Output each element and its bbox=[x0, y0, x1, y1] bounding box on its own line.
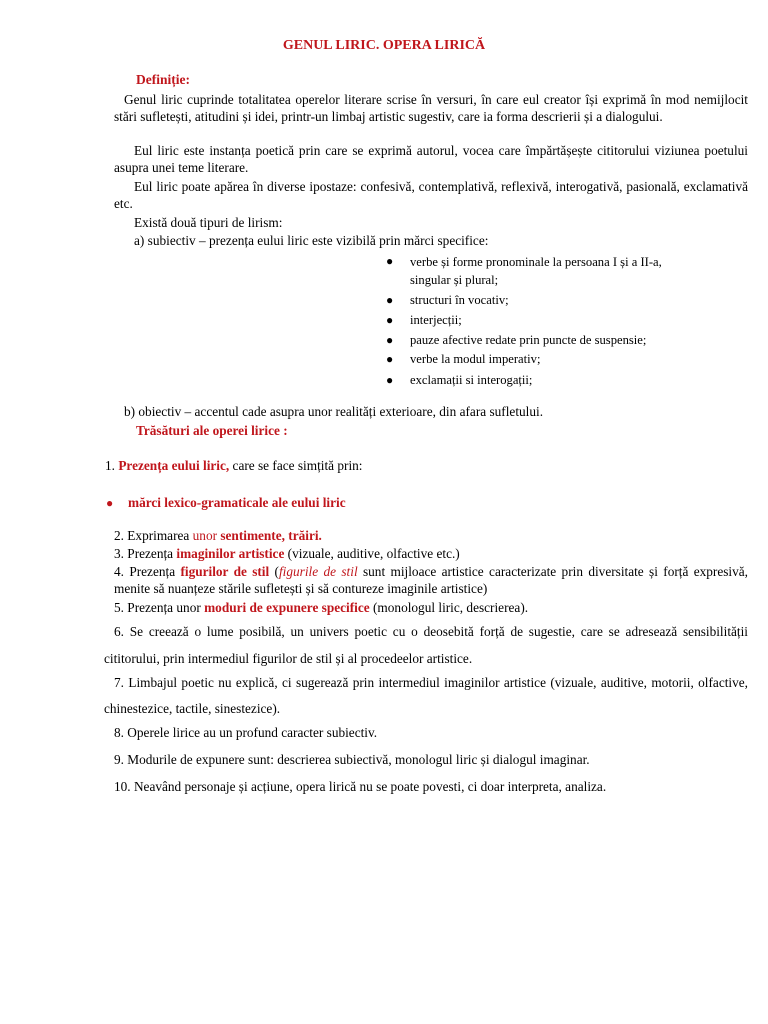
list-item: verbe la modul imperativ; bbox=[410, 352, 541, 366]
list-item-continuation: singular și plural; bbox=[410, 273, 499, 287]
ipostaze-text: Eul liric poate apărea în diverse ipostaze: confesivă, contemplativă, reflexivă, interogativă, pasională, exclamativă etc. bbox=[114, 179, 748, 211]
definition-text: Genul liric cuprinde totalitatea operelor literare scrise în versuri, în care eul creator își exprimă în mod nemijlocit stări sufletești, atitudini și idei, printr-un limbaj artistic sugestiv, care ia forma descrierii și a dialogului. bbox=[114, 92, 748, 124]
list-item: structuri în vocativ; bbox=[410, 293, 509, 307]
ipostaze-paragraph bbox=[114, 179, 748, 212]
item-text: sunt mijloace artistice caracterizate prin diversitate și forță expresivă, menite să nuanțeze stările sufletești și să contureze imaginile artistice) bbox=[114, 564, 748, 596]
item-text: 2. Exprimarea bbox=[114, 528, 193, 543]
list-item: verbe și forme pronominale la persoana I și a II-a, bbox=[410, 255, 662, 269]
feature-item-7 bbox=[104, 670, 748, 722]
bullet-icon: ● bbox=[386, 333, 394, 347]
item-text: (vizuale, auditive, olfactive etc.) bbox=[284, 546, 460, 561]
item-highlight-bold: sentimente, trăiri. bbox=[220, 528, 322, 543]
list-item: interjecții; bbox=[410, 313, 462, 327]
bullet-icon: ● bbox=[386, 313, 394, 327]
bullet-icon: ● bbox=[386, 293, 394, 307]
feature-item-3 bbox=[114, 546, 460, 563]
bullet-icon: ● bbox=[386, 373, 394, 387]
feature-item-5 bbox=[114, 600, 528, 617]
bullet-icon: ● bbox=[386, 254, 394, 268]
lexico-grammatical-marks: mărci lexico-gramaticale ale eului liric bbox=[128, 495, 346, 510]
feature-item-4 bbox=[114, 564, 748, 597]
item-text: care se face simțită prin: bbox=[229, 458, 363, 473]
subjective-lyricism-line: a) subiectiv – prezența eului liric este vizibilă prin mărci specifice: bbox=[134, 233, 489, 248]
lyricism-types-line: Există două tipuri de lirism: bbox=[134, 215, 283, 230]
item-text: (monologul liric, descrierea). bbox=[369, 600, 529, 615]
feature-item-6 bbox=[104, 618, 748, 672]
feature-item-1 bbox=[105, 458, 363, 475]
item-text: 6. Se creează o lume posibilă, un univers poetic cu o deosebită forță de sugestie, care se adresează sensibilității cititorului, prin intermediul figurilor de stil și al procedeelor artistice. bbox=[104, 624, 748, 666]
list-item: pauze afective redate prin puncte de suspensie; bbox=[410, 333, 647, 347]
feature-item-9: 9. Modurile de expunere sunt: descrierea subiectivă, monologul liric și dialogul imaginar. bbox=[114, 752, 590, 767]
item-text: 3. Prezența bbox=[114, 546, 177, 561]
objective-lyricism-line: b) obiectiv – accentul cade asupra unor realități exterioare, din afara sufletului. bbox=[124, 404, 544, 419]
features-heading: Trăsături ale operei lirice : bbox=[136, 423, 288, 438]
definition-paragraph bbox=[114, 92, 748, 125]
item-highlight: unor bbox=[192, 528, 221, 543]
feature-item-2 bbox=[114, 528, 322, 545]
item-highlight-bold: moduri de expunere specifice bbox=[204, 600, 370, 615]
feature-item-10: 10. Neavând personaje și acțiune, opera lirică nu se poate povesti, ci doar interpreta, analiza. bbox=[114, 779, 607, 794]
item-text: ( bbox=[269, 564, 279, 579]
item-highlight: Prezența eului liric, bbox=[118, 458, 230, 473]
bullet-icon: ● bbox=[386, 352, 394, 366]
item-highlight-bold: figurilor de stil bbox=[180, 564, 270, 579]
item-text: 7. Limbajul poetic nu explică, ci sugerează prin intermediul imaginilor artistice (vizuale, auditive, motorii, olfactive, chinestezice, tactile, sinestezice). bbox=[104, 675, 748, 716]
definition-heading: Definiție: bbox=[136, 72, 190, 87]
bullet-icon: ● bbox=[106, 496, 114, 510]
item-text: 5. Prezența unor bbox=[114, 600, 205, 615]
feature-item-8: 8. Operele lirice au un profund caracter subiectiv. bbox=[114, 725, 378, 740]
list-item: exclamații si interogații; bbox=[410, 373, 533, 387]
item-text: 4. Prezența bbox=[114, 564, 181, 579]
item-highlight-bold: imaginilor artistice bbox=[176, 546, 285, 561]
lyrical-self-text: Eul liric este instanța poetică prin care se exprimă autorul, vocea care împărtășește cititorului viziunea poetului asupra unei teme literare. bbox=[114, 143, 748, 175]
item-highlight-italic: figurile de stil bbox=[278, 564, 358, 579]
item-number: 1. bbox=[105, 458, 115, 473]
lyrical-self-paragraph bbox=[114, 143, 748, 176]
page-title: GENUL LIRIC. OPERA LIRICĂ bbox=[282, 38, 486, 53]
